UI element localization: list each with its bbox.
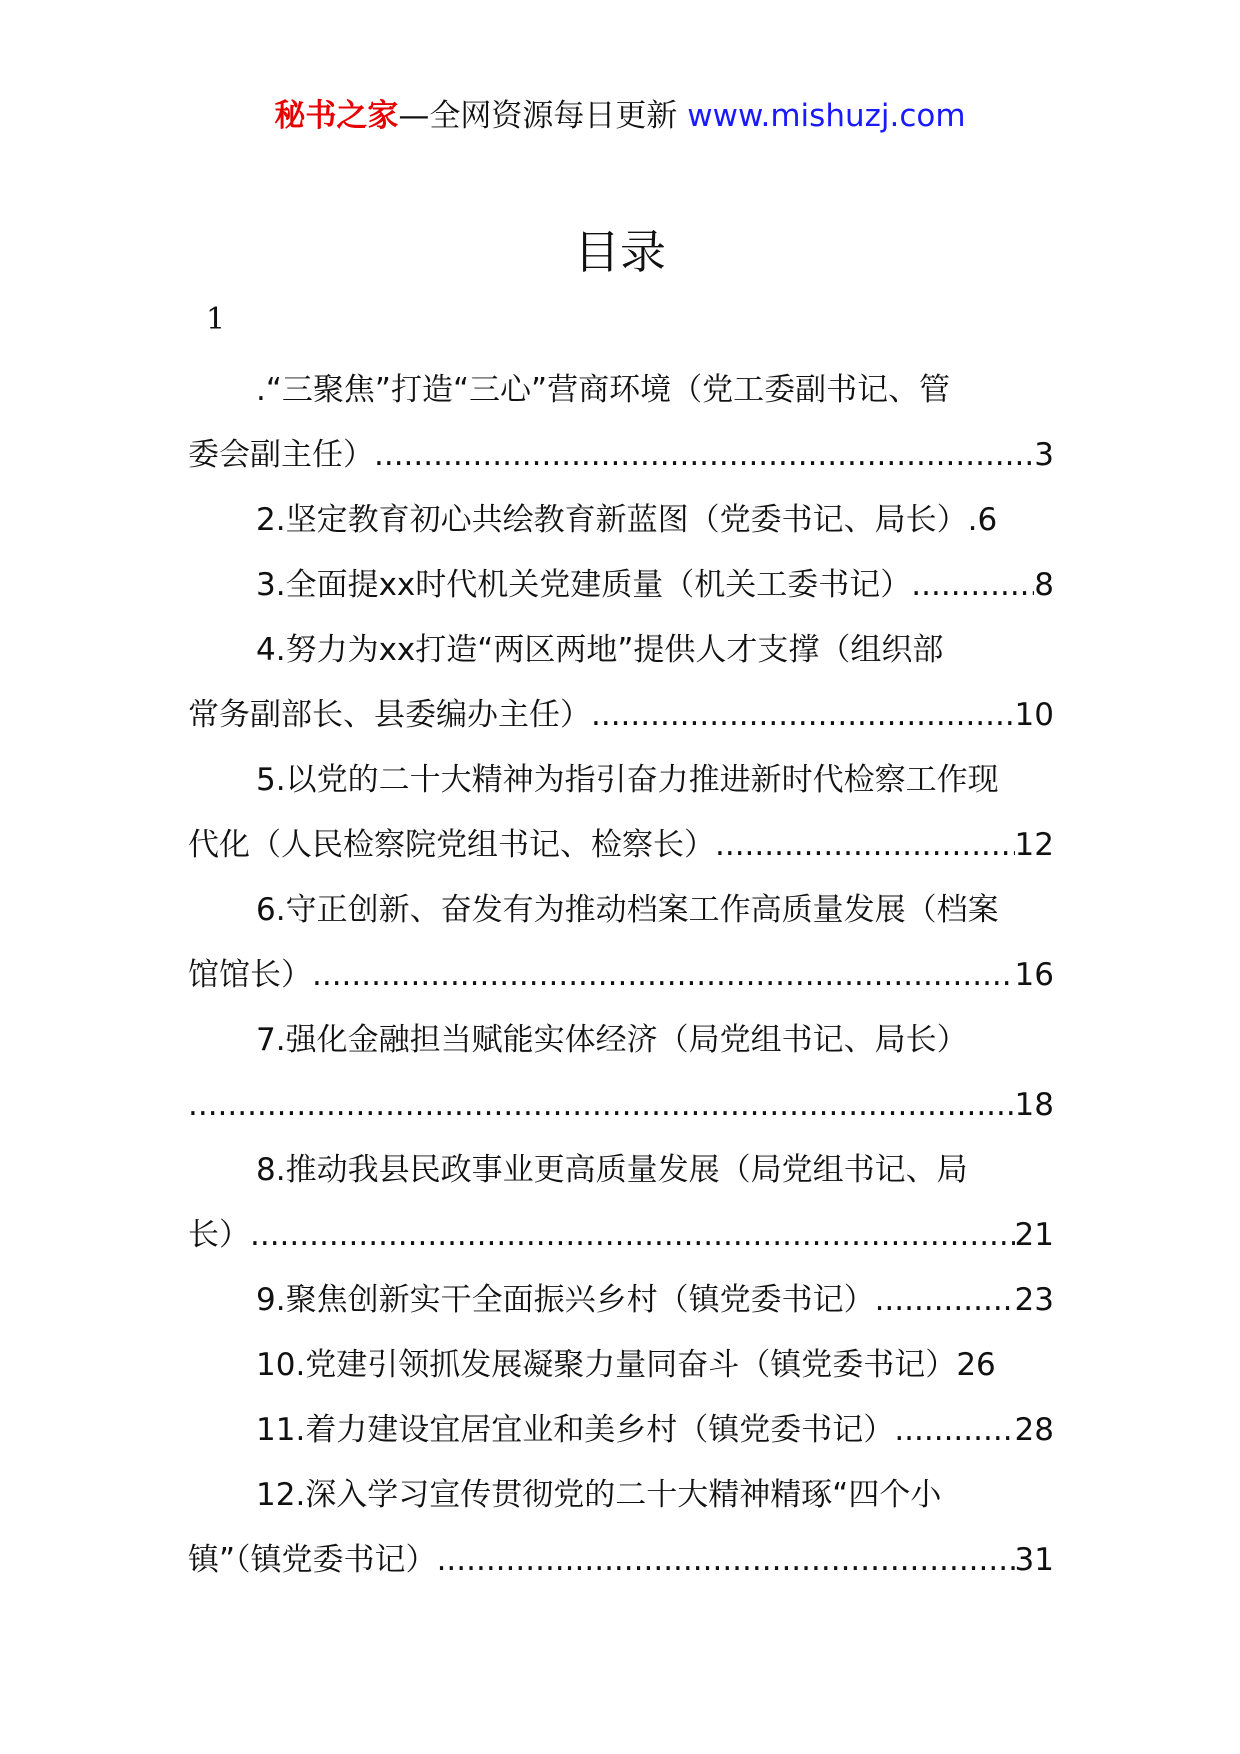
toc-page-number: 18: [1014, 1087, 1054, 1123]
toc-leader: [911, 553, 1034, 618]
toc-entry[interactable]: [188, 1398, 1054, 1463]
toc-entry-title-cont: 馆馆长）: [188, 957, 312, 993]
toc-entry[interactable]: [188, 1138, 1054, 1268]
brand-name: 秘书之家: [274, 98, 399, 134]
toc-page-number: 12: [1014, 827, 1054, 863]
toc-entry-title-cont: 长）: [188, 1217, 250, 1253]
page-title: 目录: [574, 225, 666, 279]
toc-page-number: 6: [977, 502, 998, 538]
header-tagline: —全网资源每日更新: [398, 98, 678, 134]
toc-entry[interactable]: [188, 878, 1054, 1008]
toc-page-number: 3: [1034, 437, 1054, 473]
toc-entry-title-cont: 镇”（镇党委书记）: [188, 1542, 437, 1578]
toc-entry[interactable]: [188, 1333, 1054, 1398]
toc-entry[interactable]: [188, 1463, 1054, 1593]
toc-page-number: 8: [1034, 567, 1054, 603]
table-of-contents: [188, 358, 1054, 1593]
toc-entry-title: 11.着力建设宜居宜业和美乡村（镇党委书记）: [256, 1412, 895, 1448]
toc-entry-title-cont: 常务副部长、县委编办主任）: [188, 697, 591, 733]
toc-entry-title: 8.推动我县民政事业更高质量发展（局党组书记、局: [256, 1152, 968, 1188]
toc-leader: [188, 1073, 1015, 1138]
site-header: [0, 96, 1240, 136]
toc-page-number: 28: [1014, 1412, 1054, 1448]
toc-leader: [374, 423, 1034, 488]
toc-page-number: 10: [1014, 697, 1054, 733]
toc-entry[interactable]: [188, 1268, 1054, 1333]
toc-entry-title-cont: 委会副主任）: [188, 437, 374, 473]
toc-leader: [715, 813, 1015, 878]
toc-entry-title: .“三聚焦”打造“三心”营商环境（党工委副书记、管: [256, 372, 951, 408]
toc-leader: [250, 1203, 1015, 1268]
toc-entry-title-cont: 代化（人民检察院党组书记、检察长）: [188, 827, 715, 863]
toc-page-number: 21: [1014, 1217, 1054, 1253]
toc-entry-title: 3.全面提xx时代机关党建质量（机关工委书记）: [256, 567, 912, 603]
toc-leader: [312, 943, 1015, 1008]
toc-entry-title: 6.守正创新、奋发有为推动档案工作高质量发展（档案: [256, 892, 999, 928]
toc-page-number: 26: [956, 1347, 996, 1383]
toc-page-number: 31: [1014, 1542, 1054, 1578]
toc-entry-title: 7.强化金融担当赋能实体经济（局党组书记、局长）: [256, 1022, 968, 1058]
toc-entry[interactable]: [188, 358, 1054, 488]
page-number: 1: [206, 302, 226, 337]
toc-entry-title: 9.聚焦创新实干全面振兴乡村（镇党委书记）: [256, 1282, 875, 1318]
toc-page-number: 16: [1014, 957, 1054, 993]
toc-entry[interactable]: [188, 1008, 1054, 1138]
toc-entry-title: 10.党建引领抓发展凝聚力量同奋斗（镇党委书记）: [256, 1347, 957, 1383]
toc-entry[interactable]: [188, 488, 1054, 553]
toc-entry[interactable]: [188, 618, 1054, 748]
toc-leader: [591, 683, 1015, 748]
toc-entry[interactable]: [188, 748, 1054, 878]
toc-leader: [437, 1528, 1015, 1593]
toc-leader: [875, 1268, 1015, 1333]
toc-leader: [894, 1398, 1014, 1463]
toc-entry-title: 5.以党的二十大精神为指引奋力推进新时代检察工作现: [256, 762, 999, 798]
site-url-link[interactable]: www.mishuzj.com: [687, 98, 966, 134]
toc-entry-title: 12.深入学习宣传贯彻党的二十大精神精琢“四个小: [256, 1477, 942, 1513]
toc-entry-title: 4.努力为xx打造“两区两地”提供人才支撑（组织部: [256, 632, 944, 668]
toc-entry[interactable]: [188, 553, 1054, 618]
toc-page-number: 23: [1014, 1282, 1054, 1318]
toc-entry-title: 2.坚定教育初心共绘教育新蓝图（党委书记、局长）.: [256, 502, 978, 538]
